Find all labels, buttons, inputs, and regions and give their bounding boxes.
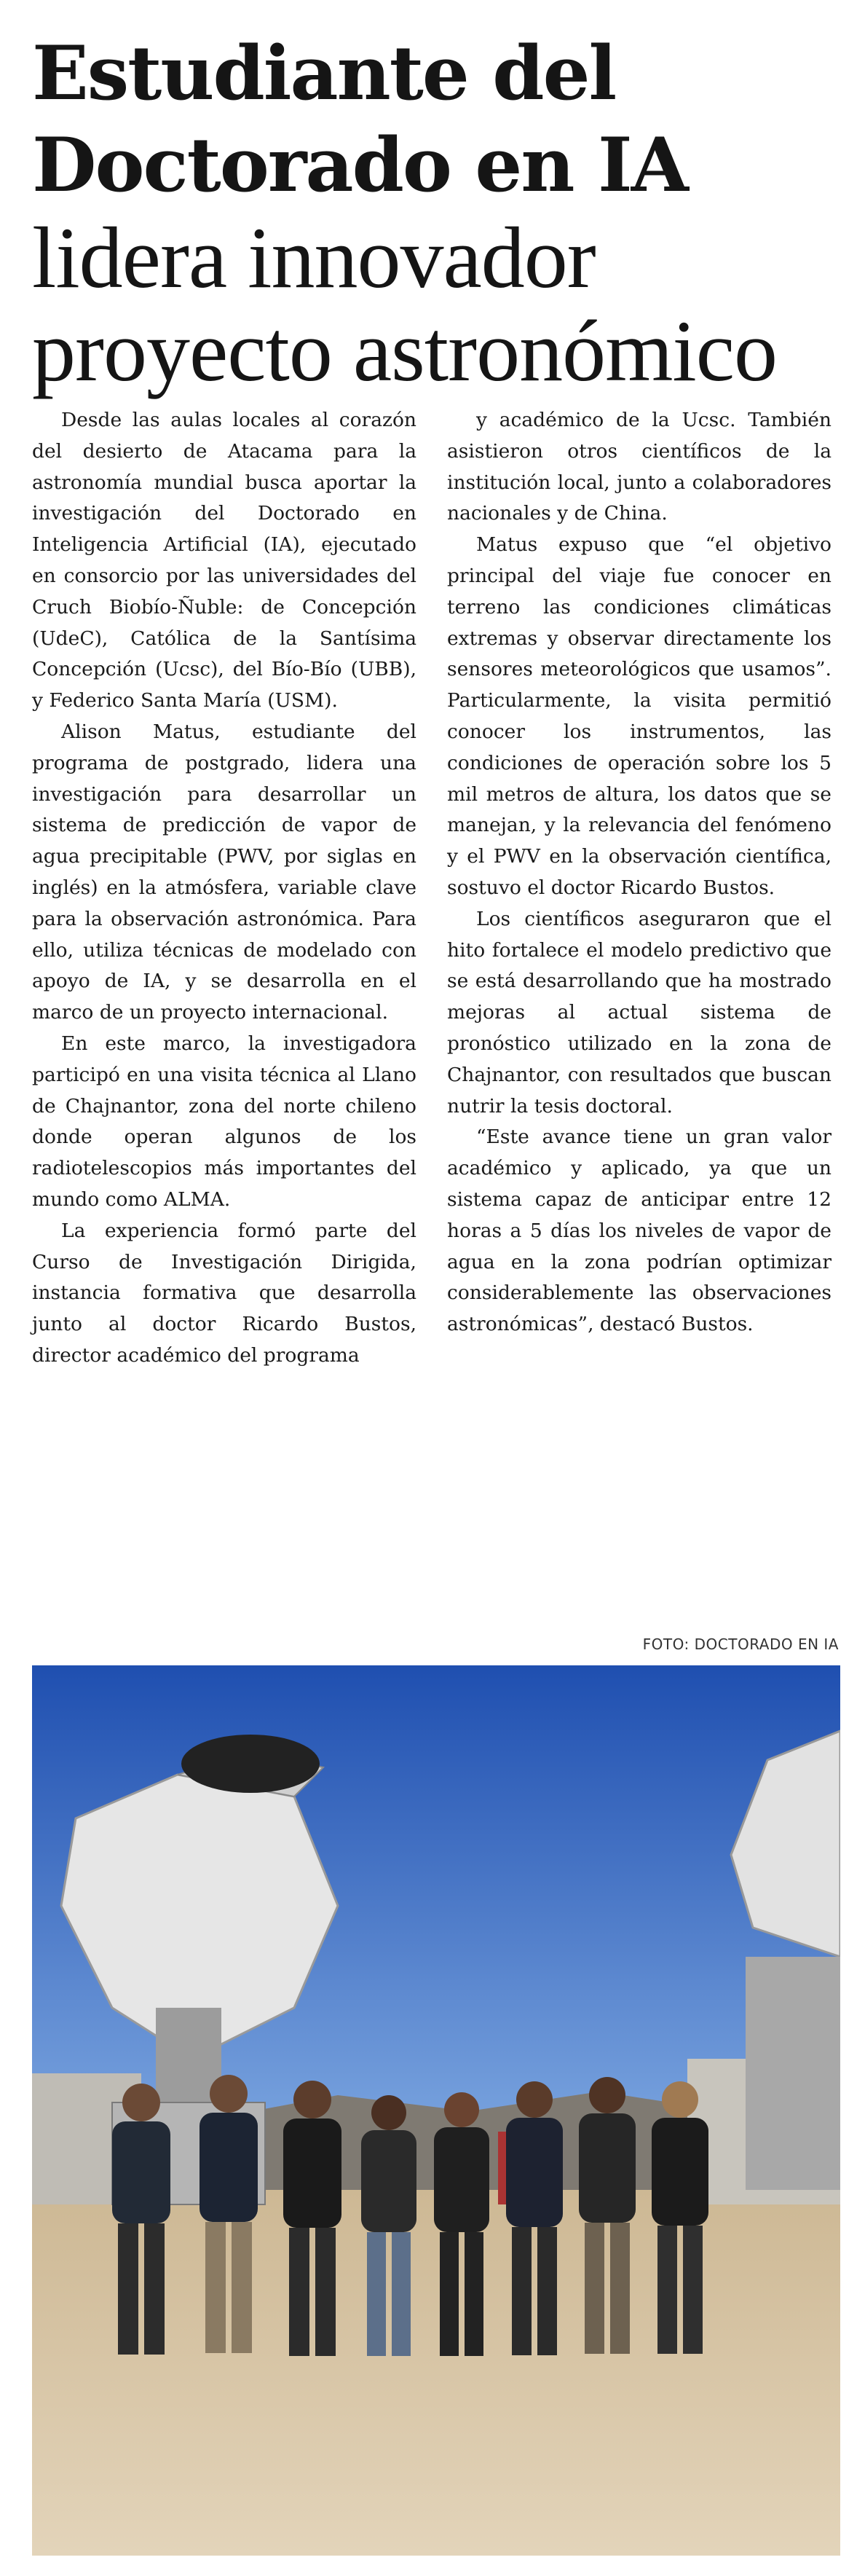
paragraph: “Este avance tiene un gran valor académico y aplicado, ya que un sistema capaz de anticipar entre 12 horas a 5 días los niveles de vapor de agua en la zona podrían optimizar considerablemente las observaciones astronómicas”, destacó Bustos. <box>447 1126 832 1336</box>
headline-light-line-2: proyecto astronómico <box>32 302 778 399</box>
headline-bold-line-1: Estudiante del <box>32 30 616 117</box>
article-photo <box>32 1665 840 2556</box>
photo-credit: FOTO: DOCTORADO EN IA <box>642 1635 839 1653</box>
group-photo-illustration <box>32 1665 840 2556</box>
headline-bold-line-2: Doctorado en IA <box>32 122 687 209</box>
article-body <box>32 405 833 1644</box>
article-headline <box>32 28 840 398</box>
paragraph: En este marco, la investigadora participó en una visita técnica al Llano de Chajnantor, zona del norte chileno donde operan algunos de los radiotelescopios más importantes del mundo como ALMA. <box>32 1032 416 1211</box>
headline-light-line-1: lidera innovador <box>32 209 596 306</box>
paragraph: Matus expuso que “el objetivo principal del viaje fue conocer en terreno las condiciones climáticas extremas y observar directamente los sensores meteorológicos que usamos”. Particularmente, la visita permitió conocer los instrumentos, las condiciones de operación sobre los 5 mil metros de altura, los datos que se manejan, y la relevancia del fenómeno y el PWV en la observación científica, sostuvo el doctor Ricardo Bustos. <box>447 533 832 899</box>
paragraph: Los científicos aseguraron que el hito fortalece el modelo predictivo que se está desarrollando que ha mostrado mejoras al actual sistema de pronóstico utilizado en la zona de Chajnantor, con resultados que buscan nutrir la tesis doctoral. <box>447 907 832 1118</box>
paragraph: Alison Matus, estudiante del programa de postgrado, lidera una investigación para desarrollar un sistema de predicción de vapor de agua precipitable (PWV, por siglas en inglés) en la atmósfera, variable clave para la observación astronómica. Para ello, utiliza técnicas de modelado con apoyo de IA, y se desarrolla en el marco de un proyecto internacional. <box>32 720 416 1024</box>
paragraph: y académico de la Ucsc. También asistieron otros científicos de la institución local, junto a colaboradores nacionales y de China. <box>447 409 832 525</box>
paragraph: Desde las aulas locales al corazón del desierto de Atacama para la astronomía mundial busca aportar la investigación del Doctorado en Inteligencia Artificial (IA), ejecutado en consorcio por las universidades del Cruch Biobío-Ñuble: de Concepción (UdeC), Católica de la Santísima Concepción (Ucsc), del Bío-Bío (UBB), y Federico Santa María (USM). <box>32 409 416 712</box>
article-column-left <box>32 405 416 1372</box>
paragraph: La experiencia formó parte del Curso de Investigación Dirigida, instancia formativa que desarrolla junto al doctor Ricardo Bustos, director académico del programa <box>32 1219 416 1367</box>
article-column-right <box>447 405 832 1340</box>
